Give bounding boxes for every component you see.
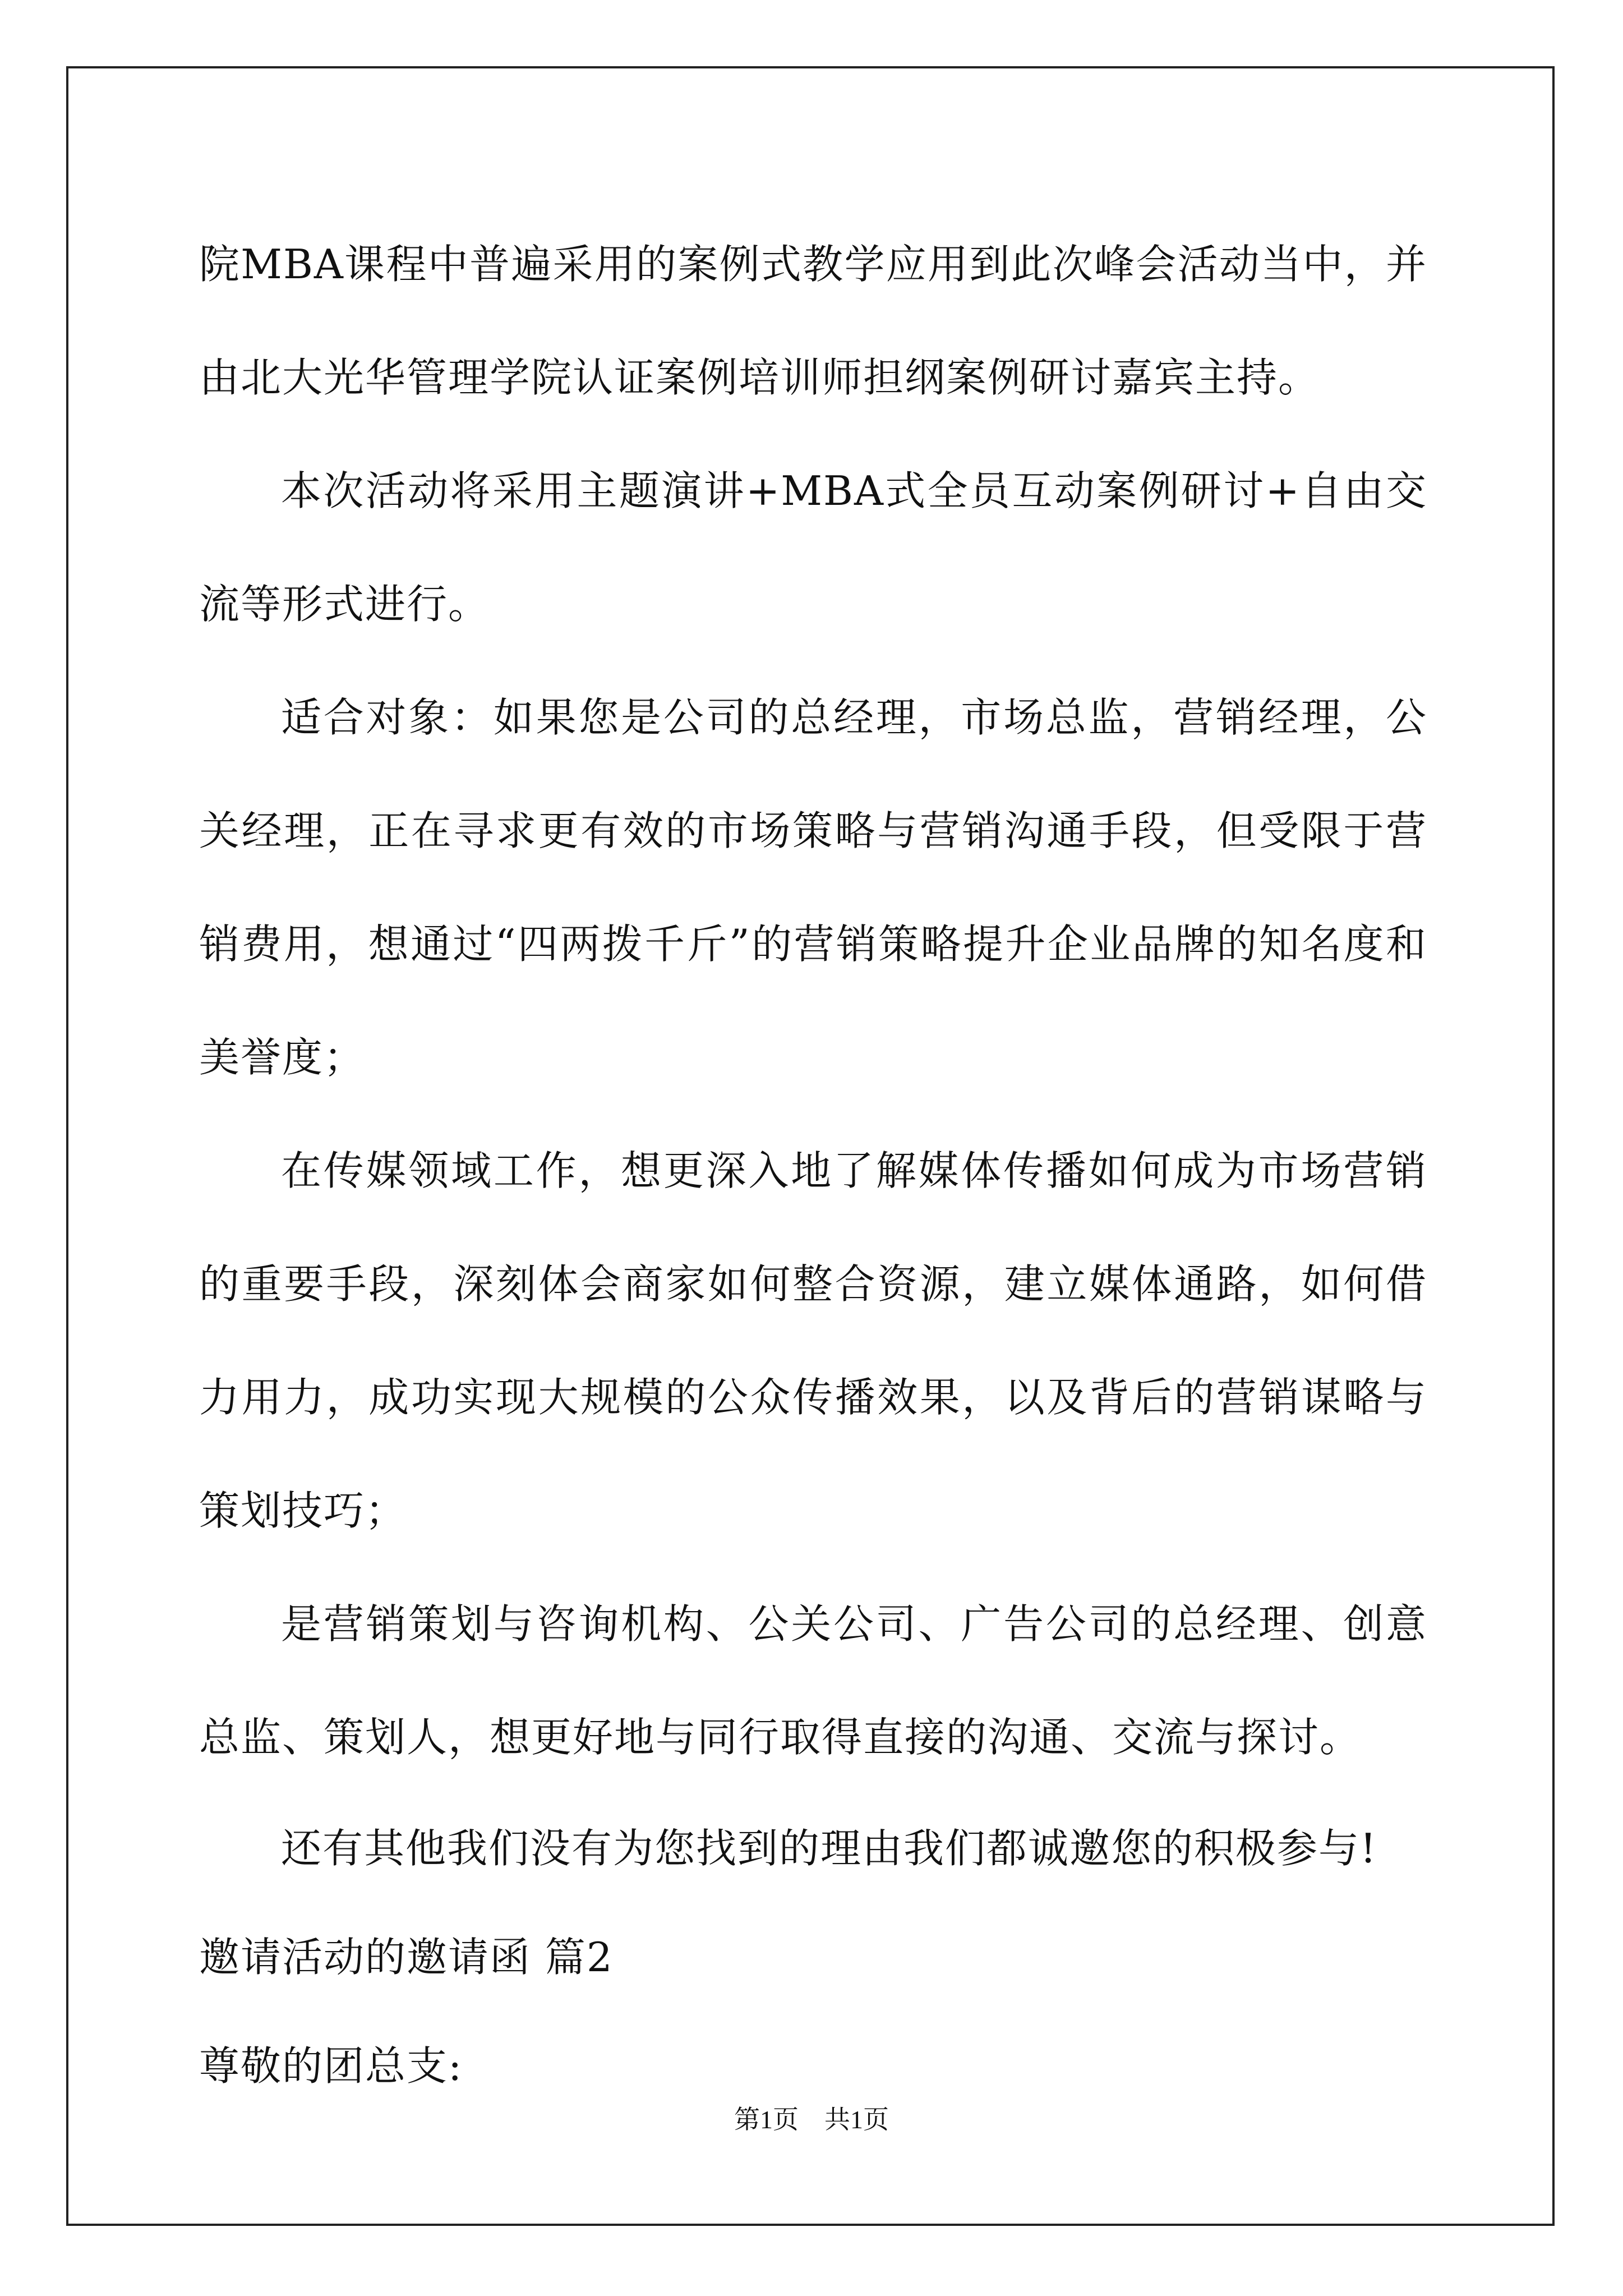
section-heading: 邀请活动的邀请函 篇2 <box>199 1934 614 1981</box>
paragraph-target-audience: 适合对象：如果您是公司的总经理，市场总监，营销经理，公关经理，正在寻求更有效的市场策略与营销沟通手段，但受限于营销费用，想通过“四两拨千斤”的营销策略提升企业品牌的知名度和美誉度； <box>199 694 1427 1081</box>
paragraph-agencies: 是营销策划与咨询机构、公关公司、广告公司的总经理、创意总监、策划人，想更好地与同行取得直接的沟通、交流与探讨。 <box>199 1600 1427 1761</box>
salutation: 尊敬的团总支: <box>199 2042 463 2090</box>
document-body <box>199 208 1427 2120</box>
paragraph-case-teaching: 院MBA课程中普遍采用的案例式教学应用到此次峰会活动当中，并由北大光华管理学院认证案例培训师担纲案例研讨嘉宾主持。 <box>199 241 1427 401</box>
page-number-footer: 第1页 共1页 <box>734 2105 889 2134</box>
paragraph-activity-format: 本次活动将采用主题演讲+MBA式全员互动案例研讨+自由交流等形式进行。 <box>199 467 1427 628</box>
paragraph-media-field: 在传媒领域工作，想更深入地了解媒体传播如何成为市场营销的重要手段，深刻体会商家如何整合资源，建立媒体通路，如何借力用力，成功实现大规模的公众传播效果，以及背后的营销谋略与策划技巧； <box>199 1147 1427 1534</box>
paragraph-closing-invite: 还有其他我们没有为您找到的理由我们都诚邀您的积极参与! <box>281 1825 1377 1872</box>
